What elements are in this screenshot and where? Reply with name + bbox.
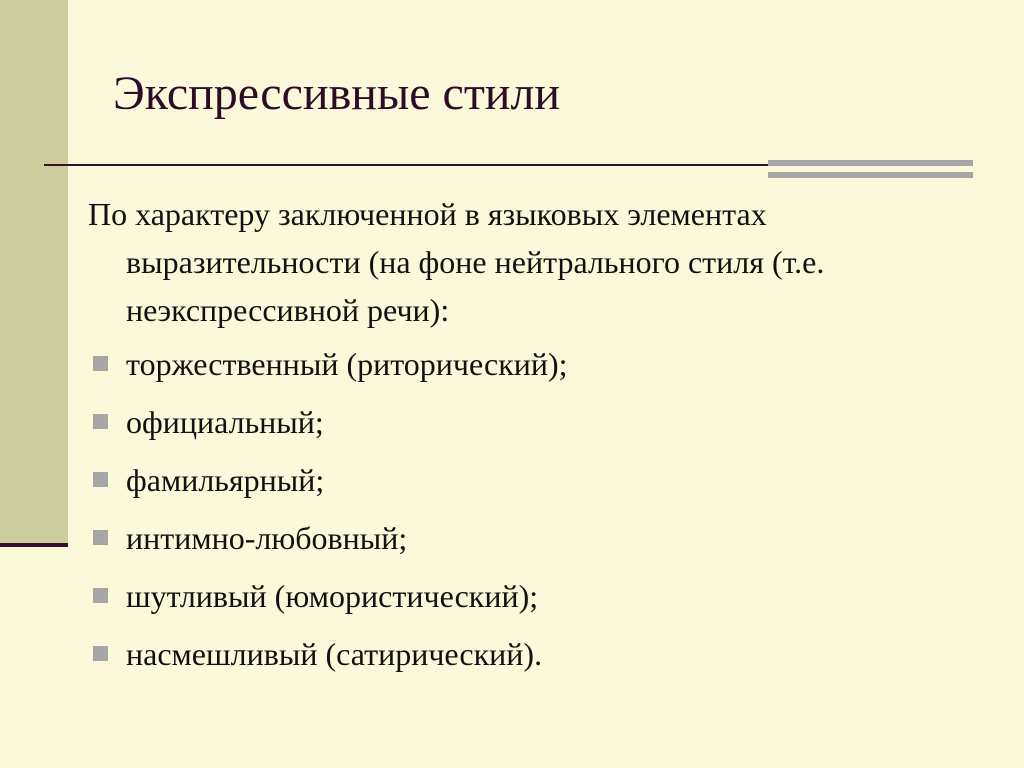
left-decorative-bar bbox=[0, 0, 68, 545]
list-item bbox=[88, 340, 908, 388]
bullet-list bbox=[88, 340, 908, 678]
square-bullet-icon bbox=[93, 356, 108, 371]
list-item-text: насмешливый (сатирический). bbox=[126, 636, 543, 672]
square-bullet-icon bbox=[93, 414, 108, 429]
square-bullet-icon bbox=[93, 646, 108, 661]
list-item-text: торжественный (риторический); bbox=[126, 346, 568, 382]
intro-paragraph: По характеру заключенной в языковых элементах выразительности (на фоне нейтрального стиля (т.е. неэкспрессивной речи): bbox=[88, 196, 825, 328]
list-item-text: шутливый (юмористический); bbox=[126, 578, 539, 614]
slide-title: Экспрессивные стили bbox=[113, 67, 561, 120]
list-item bbox=[88, 630, 908, 678]
list-item bbox=[88, 456, 908, 504]
title-divider-accent bbox=[768, 160, 973, 178]
title-divider-line bbox=[44, 164, 768, 166]
square-bullet-icon bbox=[93, 472, 108, 487]
square-bullet-icon bbox=[93, 530, 108, 545]
left-accent-line bbox=[0, 543, 68, 547]
list-item bbox=[88, 572, 908, 620]
slide-content bbox=[88, 190, 908, 688]
list-item bbox=[88, 514, 908, 562]
square-bullet-icon bbox=[93, 588, 108, 603]
list-item-text: официальный; bbox=[126, 404, 324, 440]
list-item-text: интимно-любовный; bbox=[126, 520, 408, 556]
list-item-text: фамильярный; bbox=[126, 462, 325, 498]
list-item bbox=[88, 398, 908, 446]
